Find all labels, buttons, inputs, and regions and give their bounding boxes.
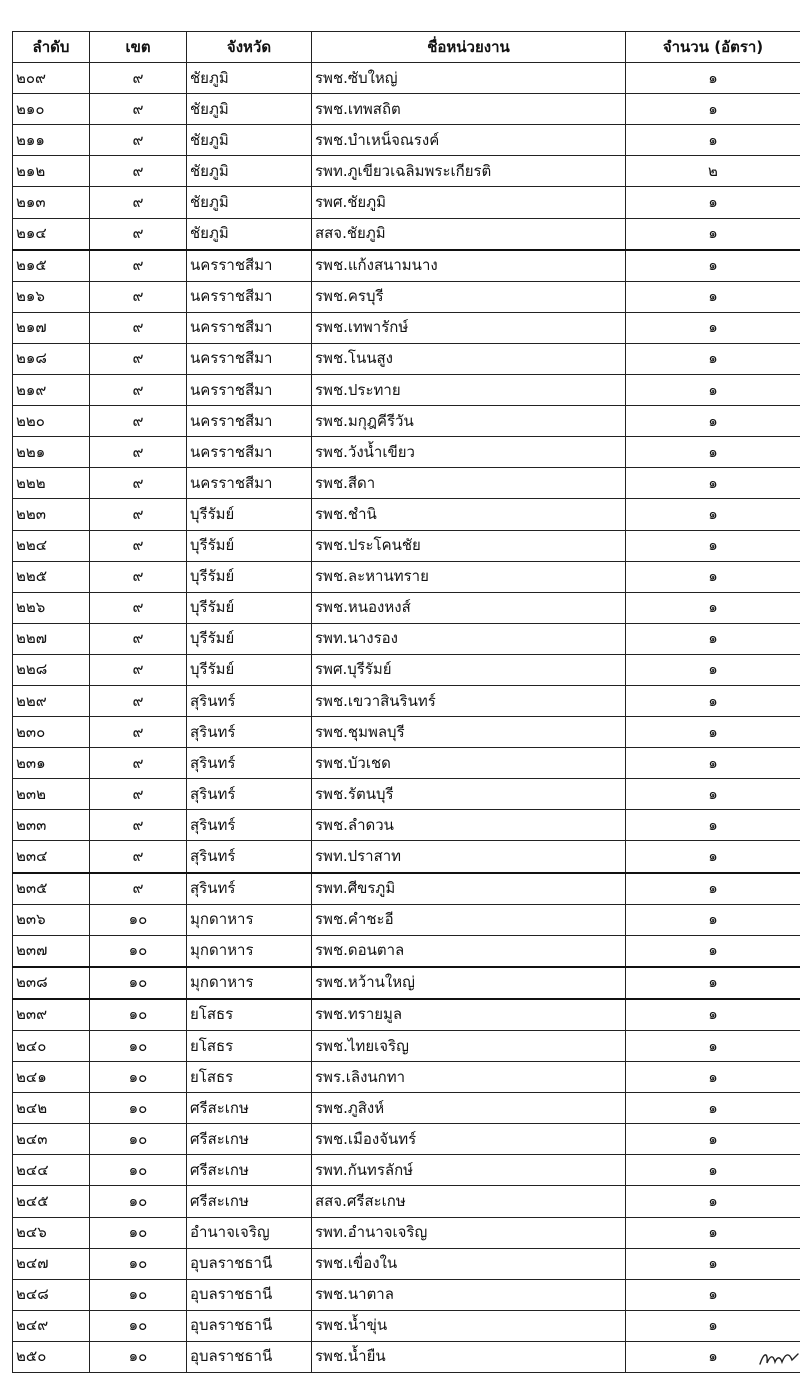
cell-zone: ๙ (90, 748, 187, 779)
cell-zone: ๙ (90, 281, 187, 312)
cell-sequence: ๒๒๐ (13, 406, 90, 437)
cell-province: อุบลราชธานี (187, 1248, 312, 1279)
cell-count: ๑ (626, 1248, 800, 1279)
cell-sequence: ๒๑๖ (13, 281, 90, 312)
header-province: จังหวัด (187, 32, 312, 63)
cell-province: ศรีสะเกษ (187, 1186, 312, 1217)
cell-zone: ๙ (90, 406, 187, 437)
cell-count: ๑ (626, 935, 800, 967)
cell-unit-name: รพช.เขื่องใน (312, 1248, 626, 1279)
table-row (13, 281, 800, 312)
cell-sequence: ๒๒๓ (13, 499, 90, 530)
cell-province: นครราชสีมา (187, 468, 312, 499)
cell-province: สุรินทร์ (187, 685, 312, 716)
cell-unit-name: รพช.รัตนบุรี (312, 779, 626, 810)
cell-unit-name: รพช.ประทาย (312, 375, 626, 406)
cell-zone: ๙ (90, 156, 187, 187)
cell-zone: ๙ (90, 437, 187, 468)
cell-count: ๑ (626, 1093, 800, 1124)
cell-sequence: ๒๔๐ (13, 1031, 90, 1062)
cell-province: บุรีรัมย์ (187, 530, 312, 561)
table-row (13, 63, 800, 94)
table-row (13, 685, 800, 716)
cell-zone: ๙ (90, 499, 187, 530)
table-row (13, 654, 800, 685)
cell-province: อุบลราชธานี (187, 1341, 312, 1372)
cell-unit-name: รพช.คำชะอี (312, 904, 626, 935)
cell-province: บุรีรัมย์ (187, 654, 312, 685)
cell-unit-name: รพช.น้ำขุ่น (312, 1310, 626, 1341)
cell-province: ชัยภูมิ (187, 125, 312, 156)
cell-zone: ๙ (90, 312, 187, 343)
cell-unit-name: รพช.เทพสถิต (312, 94, 626, 125)
cell-count: ๑ (626, 125, 800, 156)
cell-sequence: ๒๓๐ (13, 717, 90, 748)
cell-zone: ๑๐ (90, 1186, 187, 1217)
cell-sequence: ๒๔๔ (13, 1155, 90, 1186)
cell-sequence: ๒๔๓ (13, 1124, 90, 1155)
cell-zone: ๑๐ (90, 1062, 187, 1093)
cell-count: ๑ (626, 654, 800, 685)
cell-province: ชัยภูมิ (187, 156, 312, 187)
table-row (13, 1217, 800, 1248)
cell-province: สุรินทร์ (187, 779, 312, 810)
cell-province: สุรินทร์ (187, 748, 312, 779)
cell-province: มุกดาหาร (187, 967, 312, 999)
cell-unit-name: รพช.ชำนิ (312, 499, 626, 530)
table-row (13, 1155, 800, 1186)
cell-count: ๑ (626, 623, 800, 654)
cell-count: ๑ (626, 779, 800, 810)
cell-sequence: ๒๒๔ (13, 530, 90, 561)
cell-unit-name: รพช.แก้งสนามนาง (312, 250, 626, 282)
cell-count: ๑ (626, 468, 800, 499)
table-row (13, 125, 800, 156)
cell-province: ศรีสะเกษ (187, 1124, 312, 1155)
table-row (13, 841, 800, 873)
cell-unit-name: รพท.อำนาจเจริญ (312, 1217, 626, 1248)
cell-sequence: ๒๓๑ (13, 748, 90, 779)
cell-count: ๑ (626, 312, 800, 343)
cell-sequence: ๒๓๓ (13, 810, 90, 841)
cell-unit-name: รพช.โนนสูง (312, 343, 626, 374)
cell-count: ๑ (626, 999, 800, 1031)
cell-province: ชัยภูมิ (187, 187, 312, 218)
cell-province: บุรีรัมย์ (187, 623, 312, 654)
cell-unit-name: รพช.บำเหน็จณรงค์ (312, 125, 626, 156)
cell-province: บุรีรัมย์ (187, 561, 312, 592)
table-row (13, 779, 800, 810)
cell-unit-name: รพช.สีดา (312, 468, 626, 499)
table-row (13, 530, 800, 561)
cell-sequence: ๒๒๙ (13, 685, 90, 716)
cell-zone: ๙ (90, 63, 187, 94)
table-row (13, 437, 800, 468)
cell-count: ๑ (626, 343, 800, 374)
cell-sequence: ๒๓๗ (13, 935, 90, 967)
table-row (13, 592, 800, 623)
cell-province: นครราชสีมา (187, 312, 312, 343)
cell-zone: ๙ (90, 468, 187, 499)
cell-count: ๑ (626, 281, 800, 312)
cell-unit-name: รพท.ภูเขียวเฉลิมพระเกียรติ (312, 156, 626, 187)
cell-province: อุบลราชธานี (187, 1310, 312, 1341)
table-row (13, 967, 800, 999)
cell-province: สุรินทร์ (187, 810, 312, 841)
table-row (13, 94, 800, 125)
cell-unit-name: รพท.ศีขรภูมิ (312, 873, 626, 905)
table-row (13, 1310, 800, 1341)
cell-unit-name: รพช.หนองหงส์ (312, 592, 626, 623)
staff-allocation-table (12, 31, 800, 1373)
cell-zone: ๑๐ (90, 1155, 187, 1186)
table-row (13, 312, 800, 343)
table-row (13, 1248, 800, 1279)
cell-count: ๑ (626, 904, 800, 935)
table-body (13, 63, 800, 1373)
cell-sequence: ๒๑๔ (13, 218, 90, 250)
cell-count: ๑ (626, 499, 800, 530)
cell-unit-name: รพศ.บุรีรัมย์ (312, 654, 626, 685)
cell-sequence: ๒๒๕ (13, 561, 90, 592)
cell-sequence: ๒๔๘ (13, 1279, 90, 1310)
cell-zone: ๙ (90, 654, 187, 685)
cell-zone: ๑๐ (90, 1217, 187, 1248)
cell-count: ๑ (626, 63, 800, 94)
cell-sequence: ๒๒๗ (13, 623, 90, 654)
cell-unit-name: รพท.กันทรลักษ์ (312, 1155, 626, 1186)
cell-count: ๑ (626, 592, 800, 623)
cell-province: นครราชสีมา (187, 250, 312, 282)
cell-province: สุรินทร์ (187, 873, 312, 905)
cell-zone: ๙ (90, 717, 187, 748)
table-row (13, 717, 800, 748)
cell-unit-name: รพช.ไทยเจริญ (312, 1031, 626, 1062)
cell-province: สุรินทร์ (187, 717, 312, 748)
cell-zone: ๑๐ (90, 1341, 187, 1372)
cell-count: ๑ (626, 1341, 800, 1372)
cell-sequence: ๒๑๓ (13, 187, 90, 218)
cell-sequence: ๒๓๔ (13, 841, 90, 873)
cell-zone: ๑๐ (90, 1093, 187, 1124)
cell-province: มุกดาหาร (187, 904, 312, 935)
table-row (13, 375, 800, 406)
cell-count: ๑ (626, 810, 800, 841)
cell-count: ๑ (626, 1217, 800, 1248)
cell-province: ชัยภูมิ (187, 94, 312, 125)
table-header-row (13, 32, 800, 63)
cell-sequence: ๒๐๙ (13, 63, 90, 94)
table-row (13, 748, 800, 779)
cell-count: ๑ (626, 1062, 800, 1093)
cell-unit-name: รพช.ทรายมูล (312, 999, 626, 1031)
cell-zone: ๙ (90, 343, 187, 374)
cell-province: ยโสธร (187, 1031, 312, 1062)
cell-zone: ๑๐ (90, 999, 187, 1031)
cell-sequence: ๒๑๒ (13, 156, 90, 187)
cell-sequence: ๒๒๘ (13, 654, 90, 685)
cell-count: ๑ (626, 1124, 800, 1155)
cell-sequence: ๒๑๕ (13, 250, 90, 282)
cell-province: นครราชสีมา (187, 406, 312, 437)
cell-province: ศรีสะเกษ (187, 1155, 312, 1186)
cell-zone: ๙ (90, 530, 187, 561)
cell-unit-name: รพศ.ชัยภูมิ (312, 187, 626, 218)
cell-count: ๑ (626, 250, 800, 282)
cell-zone: ๑๐ (90, 1310, 187, 1341)
cell-province: อำนาจเจริญ (187, 1217, 312, 1248)
cell-province: ชัยภูมิ (187, 63, 312, 94)
cell-count: ๑ (626, 94, 800, 125)
cell-sequence: ๒๔๒ (13, 1093, 90, 1124)
cell-zone: ๙ (90, 187, 187, 218)
cell-unit-name: สสจ.ชัยภูมิ (312, 218, 626, 250)
cell-unit-name: รพช.เขวาสินรินทร์ (312, 685, 626, 716)
header-count: จำนวน (อัตรา) (626, 32, 800, 63)
cell-province: สุรินทร์ (187, 841, 312, 873)
cell-zone: ๙ (90, 685, 187, 716)
cell-province: อุบลราชธานี (187, 1279, 312, 1310)
cell-sequence: ๒๑๐ (13, 94, 90, 125)
cell-zone: ๑๐ (90, 1031, 187, 1062)
cell-zone: ๙ (90, 841, 187, 873)
cell-zone: ๑๐ (90, 967, 187, 999)
cell-unit-name: รพช.ประโคนชัย (312, 530, 626, 561)
cell-unit-name: รพท.ปราสาท (312, 841, 626, 873)
table-row (13, 1341, 800, 1372)
cell-unit-name: รพช.น้ำยืน (312, 1341, 626, 1372)
cell-zone: ๙ (90, 218, 187, 250)
cell-province: ชัยภูมิ (187, 218, 312, 250)
header-zone: เขต (90, 32, 187, 63)
table-row (13, 218, 800, 250)
cell-sequence: ๒๔๑ (13, 1062, 90, 1093)
cell-sequence: ๒๑๙ (13, 375, 90, 406)
cell-zone: ๑๐ (90, 1279, 187, 1310)
table-row (13, 561, 800, 592)
cell-count: ๑ (626, 561, 800, 592)
cell-unit-name: รพช.ชุมพลบุรี (312, 717, 626, 748)
cell-count: ๑ (626, 375, 800, 406)
cell-province: มุกดาหาร (187, 935, 312, 967)
cell-province: นครราชสีมา (187, 375, 312, 406)
cell-count: ๑ (626, 967, 800, 999)
cell-province: นครราชสีมา (187, 343, 312, 374)
table-row (13, 1062, 800, 1093)
cell-sequence: ๒๒๖ (13, 592, 90, 623)
cell-count: ๑ (626, 841, 800, 873)
cell-unit-name: รพช.บัวเชด (312, 748, 626, 779)
table-row (13, 904, 800, 935)
table-row (13, 1093, 800, 1124)
table-row (13, 250, 800, 282)
cell-sequence: ๒๕๐ (13, 1341, 90, 1372)
cell-sequence: ๒๔๗ (13, 1248, 90, 1279)
cell-zone: ๙ (90, 779, 187, 810)
table-row (13, 187, 800, 218)
table-row (13, 343, 800, 374)
cell-zone: ๙ (90, 375, 187, 406)
cell-province: ยโสธร (187, 999, 312, 1031)
cell-count: ๑ (626, 406, 800, 437)
cell-province: ศรีสะเกษ (187, 1093, 312, 1124)
table-row (13, 1124, 800, 1155)
table-row (13, 935, 800, 967)
table-row (13, 1031, 800, 1062)
cell-count: ๑ (626, 187, 800, 218)
cell-count: ๑ (626, 1155, 800, 1186)
cell-sequence: ๒๑๗ (13, 312, 90, 343)
cell-unit-name: รพช.หว้านใหญ่ (312, 967, 626, 999)
cell-province: บุรีรัมย์ (187, 592, 312, 623)
cell-count: ๑ (626, 748, 800, 779)
cell-unit-name: รพช.ละหานทราย (312, 561, 626, 592)
cell-sequence: ๒๓๘ (13, 967, 90, 999)
cell-unit-name: รพร.เลิงนกทา (312, 1062, 626, 1093)
table-row (13, 156, 800, 187)
cell-zone: ๙ (90, 250, 187, 282)
cell-count: ๑ (626, 437, 800, 468)
cell-unit-name: รพช.ภูสิงห์ (312, 1093, 626, 1124)
cell-sequence: ๒๑๑ (13, 125, 90, 156)
cell-unit-name: สสจ.ศรีสะเกษ (312, 1186, 626, 1217)
cell-sequence: ๒๓๒ (13, 779, 90, 810)
cell-count: ๑ (626, 685, 800, 716)
cell-sequence: ๒๓๕ (13, 873, 90, 905)
cell-count: ๑ (626, 1031, 800, 1062)
cell-unit-name: รพช.วังน้ำเขียว (312, 437, 626, 468)
cell-count: ๑ (626, 1310, 800, 1341)
cell-sequence: ๒๑๘ (13, 343, 90, 374)
cell-zone: ๑๐ (90, 935, 187, 967)
table-row (13, 873, 800, 905)
cell-sequence: ๒๔๙ (13, 1310, 90, 1341)
table-row (13, 810, 800, 841)
cell-sequence: ๒๒๑ (13, 437, 90, 468)
cell-unit-name: รพช.ลำดวน (312, 810, 626, 841)
cell-count: ๑ (626, 1186, 800, 1217)
cell-unit-name: รพช.ซับใหญ่ (312, 63, 626, 94)
table-row (13, 1186, 800, 1217)
cell-unit-name: รพช.เทพารักษ์ (312, 312, 626, 343)
cell-zone: ๙ (90, 592, 187, 623)
cell-count: ๑ (626, 1279, 800, 1310)
cell-unit-name: รพช.นาตาล (312, 1279, 626, 1310)
cell-zone: ๙ (90, 873, 187, 905)
cell-count: ๒ (626, 156, 800, 187)
table-row (13, 468, 800, 499)
cell-unit-name: รพช.ครบุรี (312, 281, 626, 312)
cell-sequence: ๒๔๖ (13, 1217, 90, 1248)
cell-zone: ๑๐ (90, 1248, 187, 1279)
signature-mark (758, 1348, 800, 1368)
cell-unit-name: รพช.ดอนตาล (312, 935, 626, 967)
table-row (13, 406, 800, 437)
cell-count: ๑ (626, 717, 800, 748)
cell-zone: ๙ (90, 125, 187, 156)
cell-unit-name: รพช.มกุฎคีรีวัน (312, 406, 626, 437)
table-row (13, 1279, 800, 1310)
cell-sequence: ๒๓๖ (13, 904, 90, 935)
cell-count: ๑ (626, 218, 800, 250)
cell-province: ยโสธร (187, 1062, 312, 1093)
cell-zone: ๙ (90, 94, 187, 125)
header-unit-name: ชื่อหน่วยงาน (312, 32, 626, 63)
cell-province: นครราชสีมา (187, 437, 312, 468)
cell-unit-name: รพท.นางรอง (312, 623, 626, 654)
cell-count: ๑ (626, 530, 800, 561)
cell-sequence: ๒๔๕ (13, 1186, 90, 1217)
cell-sequence: ๒๒๒ (13, 468, 90, 499)
table-row (13, 499, 800, 530)
cell-zone: ๑๐ (90, 1124, 187, 1155)
cell-sequence: ๒๓๙ (13, 999, 90, 1031)
cell-unit-name: รพช.เมืองจันทร์ (312, 1124, 626, 1155)
cell-province: บุรีรัมย์ (187, 499, 312, 530)
cell-count: ๑ (626, 873, 800, 905)
table-row (13, 623, 800, 654)
cell-province: นครราชสีมา (187, 281, 312, 312)
cell-zone: ๙ (90, 810, 187, 841)
header-sequence: ลำดับ (13, 32, 90, 63)
cell-zone: ๙ (90, 561, 187, 592)
cell-zone: ๑๐ (90, 904, 187, 935)
table-row (13, 999, 800, 1031)
cell-zone: ๙ (90, 623, 187, 654)
